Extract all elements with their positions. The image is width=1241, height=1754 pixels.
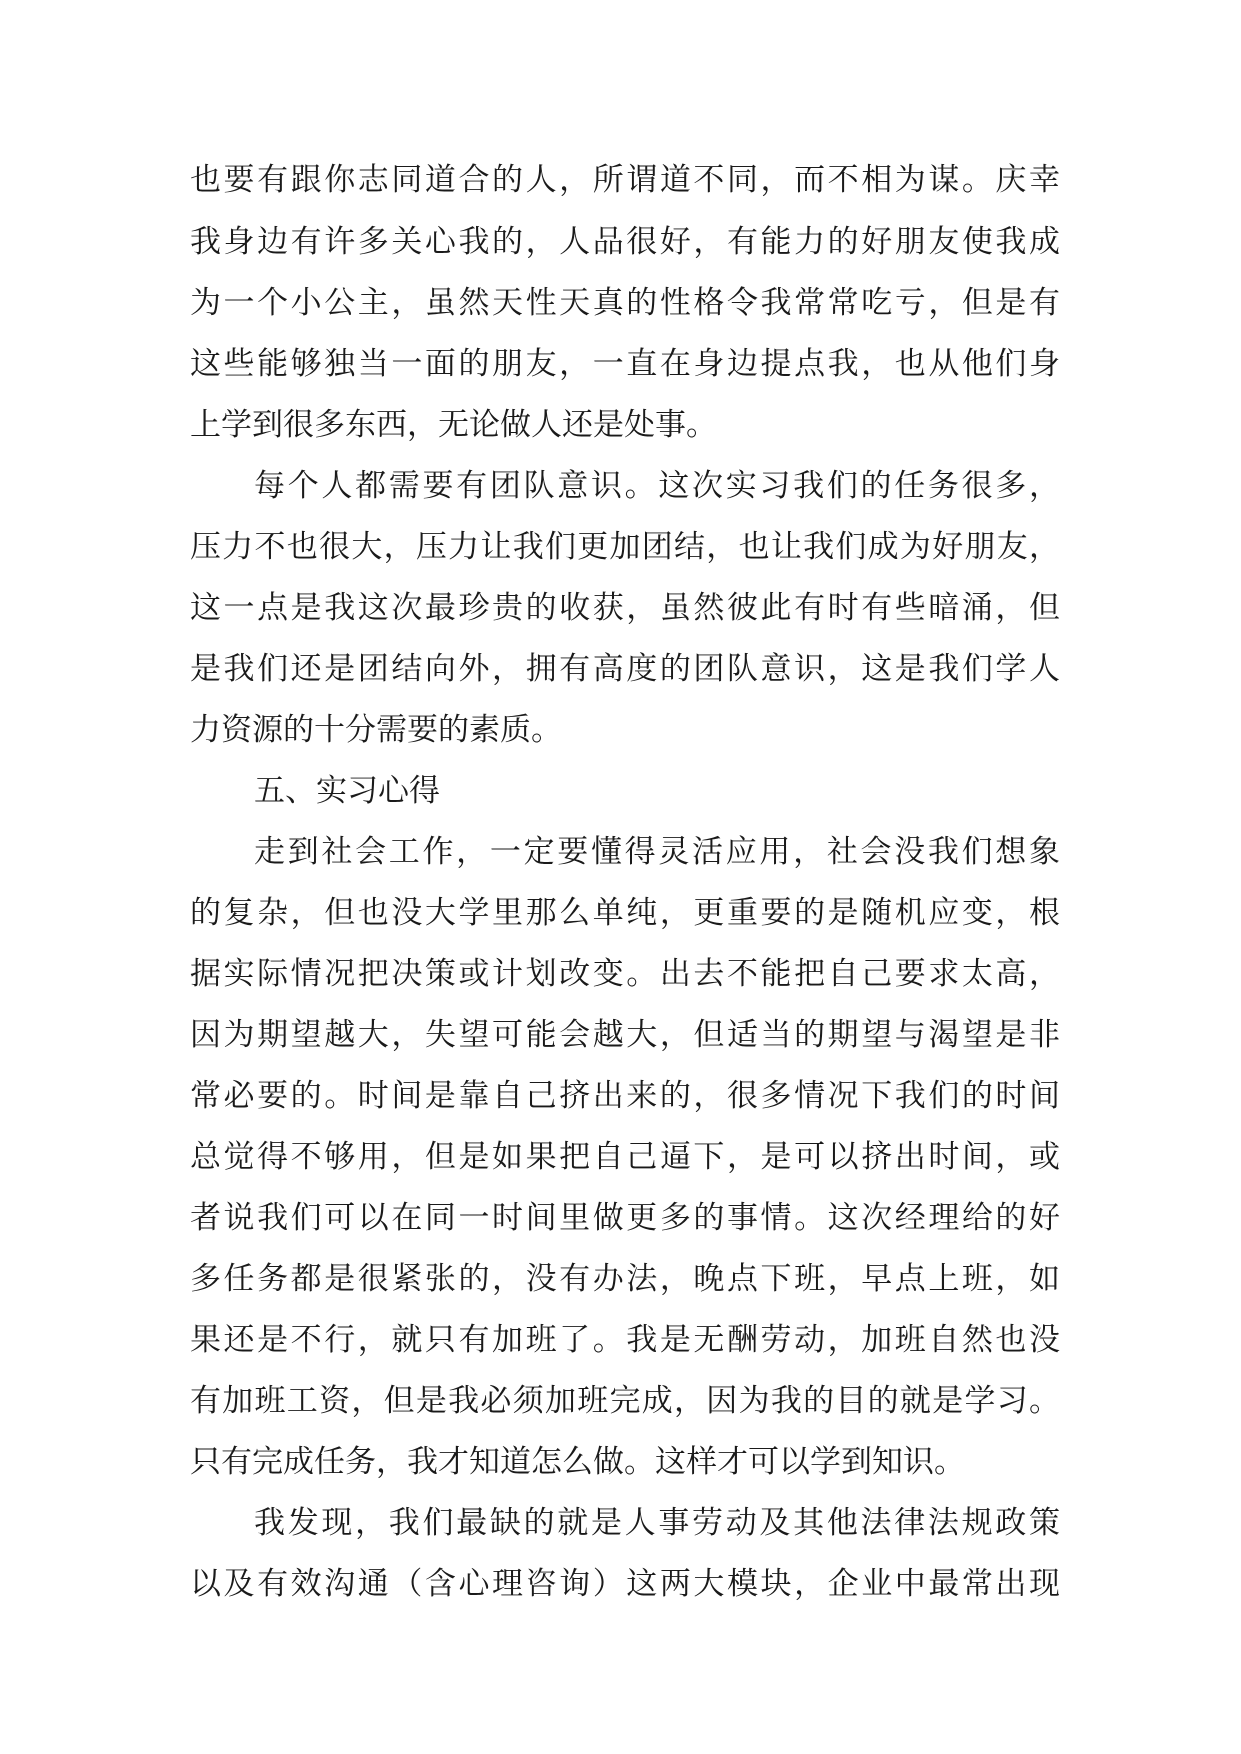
text-line: 的复杂，但也没大学里那么单纯，更重要的是随机应变，根 bbox=[190, 895, 1060, 931]
text-line: 总觉得不够用，但是如果把自己逼下，是可以挤出时间，或 bbox=[190, 1139, 1060, 1175]
text-line: 为一个小公主，虽然天性天真的性格令我常常吃亏，但是有 bbox=[190, 285, 1060, 321]
paragraph-first-line: 走到社会工作，一定要懂得灵活应用，社会没我们想象 bbox=[254, 834, 1060, 870]
paragraph-first-line: 每个人都需要有团队意识。这次实习我们的任务很多， bbox=[254, 468, 1060, 504]
text-line: 这些能够独当一面的朋友，一直在身边提点我，也从他们身 bbox=[190, 346, 1060, 382]
text-line: 只有完成任务，我才知道怎么做。这样才可以学到知识。 bbox=[190, 1444, 965, 1480]
paragraph-first-line: 我发现，我们最缺的就是人事劳动及其他法律法规政策 bbox=[254, 1505, 1060, 1541]
text-line: 果还是不行，就只有加班了。我是无酬劳动，加班自然也没 bbox=[190, 1322, 1060, 1358]
text-line: 多任务都是很紧张的，没有办法，晚点下班，早点上班，如 bbox=[190, 1261, 1060, 1297]
text-line: 我身边有许多关心我的，人品很好，有能力的好朋友使我成 bbox=[190, 224, 1060, 260]
section-heading: 五、实习心得 bbox=[254, 773, 440, 809]
text-line: 因为期望越大，失望可能会越大，但适当的期望与渴望是非 bbox=[190, 1017, 1060, 1053]
text-line: 有加班工资，但是我必须加班完成，因为我的目的就是学习。 bbox=[190, 1383, 1060, 1419]
text-line: 以及有效沟通（含心理咨询）这两大模块，企业中最常出现 bbox=[190, 1566, 1060, 1602]
text-line: 上学到很多东西，无论做人还是处事。 bbox=[190, 407, 717, 443]
text-line: 是我们还是团结向外，拥有高度的团队意识，这是我们学人 bbox=[190, 651, 1060, 687]
text-line: 这一点是我这次最珍贵的收获，虽然彼此有时有些暗涌，但 bbox=[190, 590, 1060, 626]
text-line: 常必要的。时间是靠自己挤出来的，很多情况下我们的时间 bbox=[190, 1078, 1060, 1114]
text-line: 压力不也很大，压力让我们更加团结，也让我们成为好朋友， bbox=[190, 529, 1060, 565]
text-line: 力资源的十分需要的素质。 bbox=[190, 712, 562, 748]
text-line: 也要有跟你志同道合的人，所谓道不同，而不相为谋。庆幸 bbox=[190, 162, 1060, 198]
text-line: 者说我们可以在同一时间里做更多的事情。这次经理给的好 bbox=[190, 1200, 1060, 1236]
text-line: 据实际情况把决策或计划改变。出去不能把自己要求太高， bbox=[190, 956, 1060, 992]
